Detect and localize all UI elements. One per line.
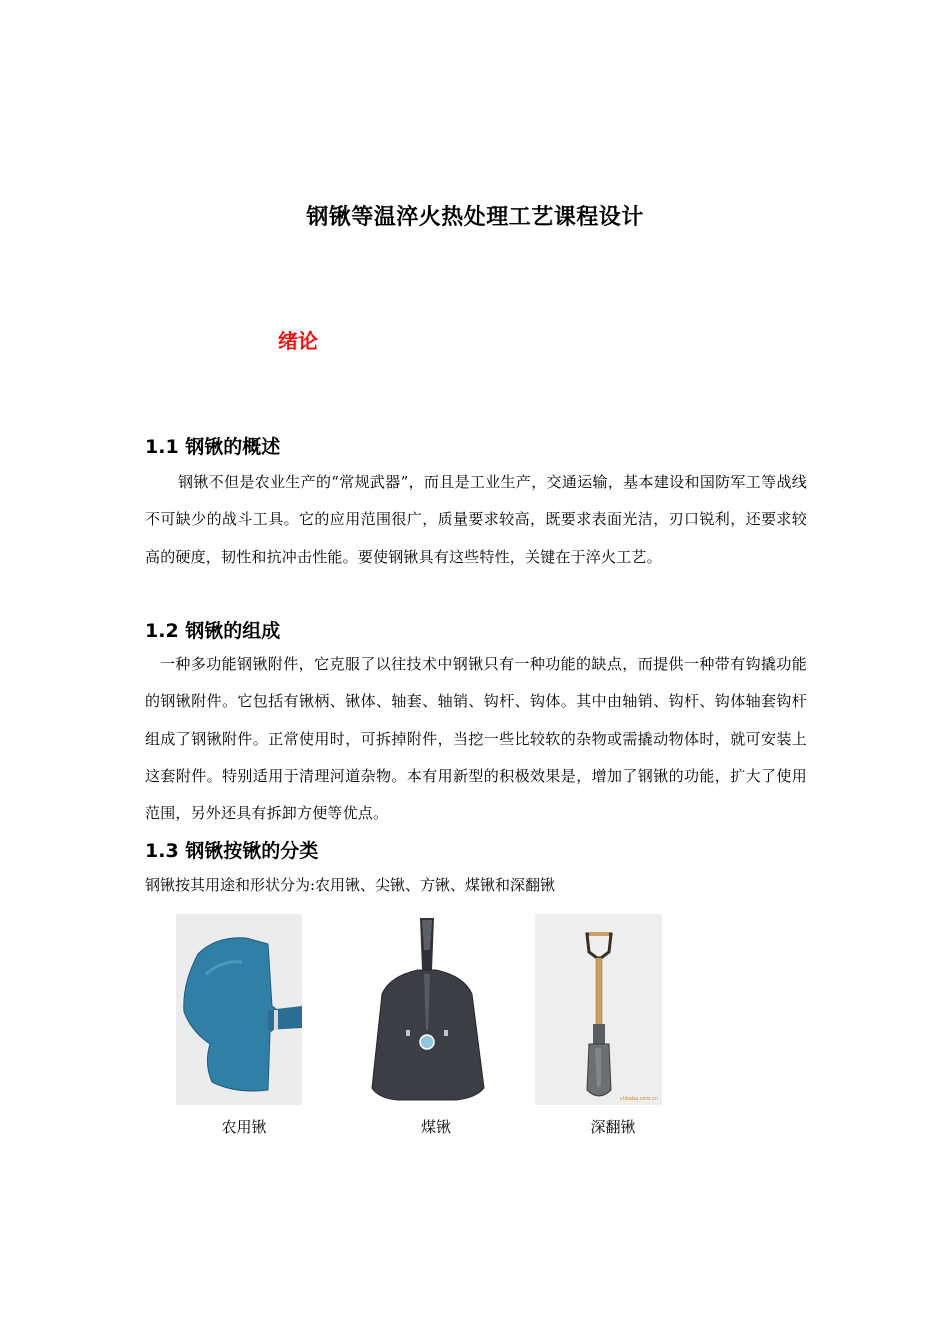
- deep-digging-spade-caption: 深翻锹: [590, 1118, 636, 1136]
- coal-shovel-image: [368, 910, 486, 1105]
- section-heading-1-1: 1.1 钢锹的概述: [145, 436, 281, 458]
- section-heading-1-2: 1.2 钢锹的组成: [145, 620, 281, 642]
- section-paragraph-1-3: 钢锹按其用途和形状分为:农用锹、尖锹、方锹、煤锹和深翻锹: [145, 876, 556, 894]
- intro-heading: 绪论: [278, 329, 318, 353]
- section-paragraph-1-1: 钢锹不但是农业生产的“常规武器”，而且是工业生产，交通运输，基本建设和国防军工等战线不可缺少的战斗工具。它的应用范围很广，质量要求较高，既要求表面光洁，刃口锐利，还要求较高的硬度，韧性和抗冲击性能。要使钢锹具有这些特性，关键在于淬火工艺。: [145, 473, 807, 566]
- document-title: 钢锹等温淬火热处理工艺课程设计: [306, 205, 644, 230]
- deep-digging-spade-image: [535, 914, 662, 1105]
- section-paragraph-1-2: 一种多功能钢锹附件，它克服了以往技术中钢锹只有一种功能的缺点，而提供一种带有钩撬功能的钢锹附件。它包括有锹柄、锹体、轴套、轴销、钩杆、钩体。其中由轴销、钩杆、钩体轴套钩杆组成了钢锹附件。正常使用时，可拆掉附件，当挖一些比较软的杂物或需撬动物体时，就可安装上这套附件。特别适用于清理河道杂物。本有用新型的积极效果是，增加了钢锹的功能，扩大了使用范围，另外还具有拆卸方便等优点。: [145, 655, 807, 823]
- watermark-text: shbaba.com.cn: [619, 1096, 658, 1102]
- section-heading-1-3: 1.3 钢锹按锹的分类: [145, 840, 319, 862]
- farm-shovel-caption: 农用锹: [221, 1118, 267, 1136]
- coal-shovel-caption: 煤锹: [420, 1118, 451, 1136]
- farm-shovel-image: [176, 914, 302, 1105]
